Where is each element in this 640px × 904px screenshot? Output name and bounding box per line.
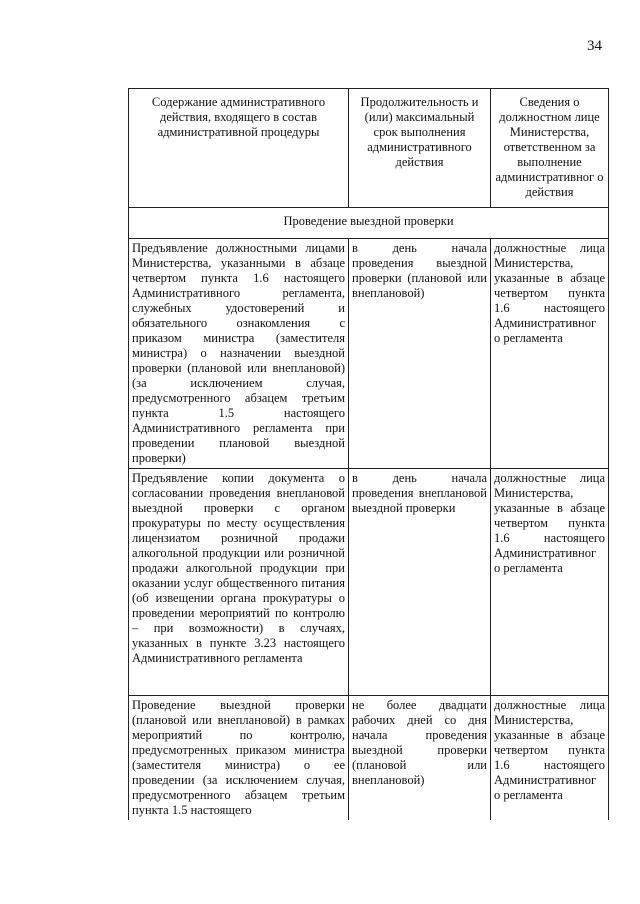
- section-row: [129, 208, 609, 239]
- table-header-row: [129, 89, 609, 208]
- procedure-table: [128, 88, 609, 820]
- cell-action: Предъявление копии документа о согласовании проведения внеплановой выездной проверки с органом прокуратуры по месту осуществления лицензиатом розничной продажи алкогольной продукции или розничной продажи алкогольной продукции при оказании услуг общественного питания (об извещении органа прокуратуры о проведении мероприятий по контролю – при возможности) в случаях, указанных в пункте 3.23 настоящего Административного регламента: [129, 469, 349, 696]
- cell-official: должностные лица Министерства, указанные в абзаце четвертом пункта 1.6 настоящего Административног о регламента: [491, 239, 609, 469]
- cell-official: должностные лица Министерства, указанные в абзаце четвертом пункта 1.6 настоящего Административног о регламента: [491, 469, 609, 696]
- table-row: [129, 239, 609, 469]
- cell-official: должностные лица Министерства, указанные в абзаце четвертом пункта 1.6 настоящего Административног о регламента: [491, 696, 609, 821]
- section-title: Проведение выездной проверки: [129, 208, 609, 239]
- table-row: [129, 696, 609, 821]
- cell-action: Предъявление должностными лицами Министерства, указанными в абзаце четвертом пункта 1.6 настоящего Административного регламента, служебных удостоверений и обязательного ознакомления с приказом министра (заместителя министра) о назначении выездной проверки (плановой или внеплановой) (за исключением случая, предусмотренного абзацем третьим пункта 1.5 настоящего Административного регламента при проведении плановой выездной проверки): [129, 239, 349, 469]
- cell-duration: не более двадцати рабочих дней со дня начала проведения выездной проверки (плановой или внеплановой): [349, 696, 491, 821]
- header-official: Сведения о должностном лице Министерства, ответственном за выполнение административног о действия: [491, 89, 609, 208]
- header-action: Содержание административного действия, входящего в состав административной процедуры: [129, 89, 349, 208]
- header-duration: Продолжительность и (или) максимальный срок выполнения административного действия: [349, 89, 491, 208]
- cell-action: Проведение выездной проверки (плановой или внеплановой) в рамках мероприятий по контролю, предусмотренных приказом министра (заместителя министра) о ее проведении (за исключением случая, предусмотренного абзацем третьим пункта 1.5 настоящего: [129, 696, 349, 821]
- page-number: 34: [587, 38, 602, 54]
- cell-duration: в день начала проведения внеплановой выездной проверки: [349, 469, 491, 696]
- cell-duration: в день начала проведения выездной проверки (плановой или внеплановой): [349, 239, 491, 469]
- table-row: [129, 469, 609, 696]
